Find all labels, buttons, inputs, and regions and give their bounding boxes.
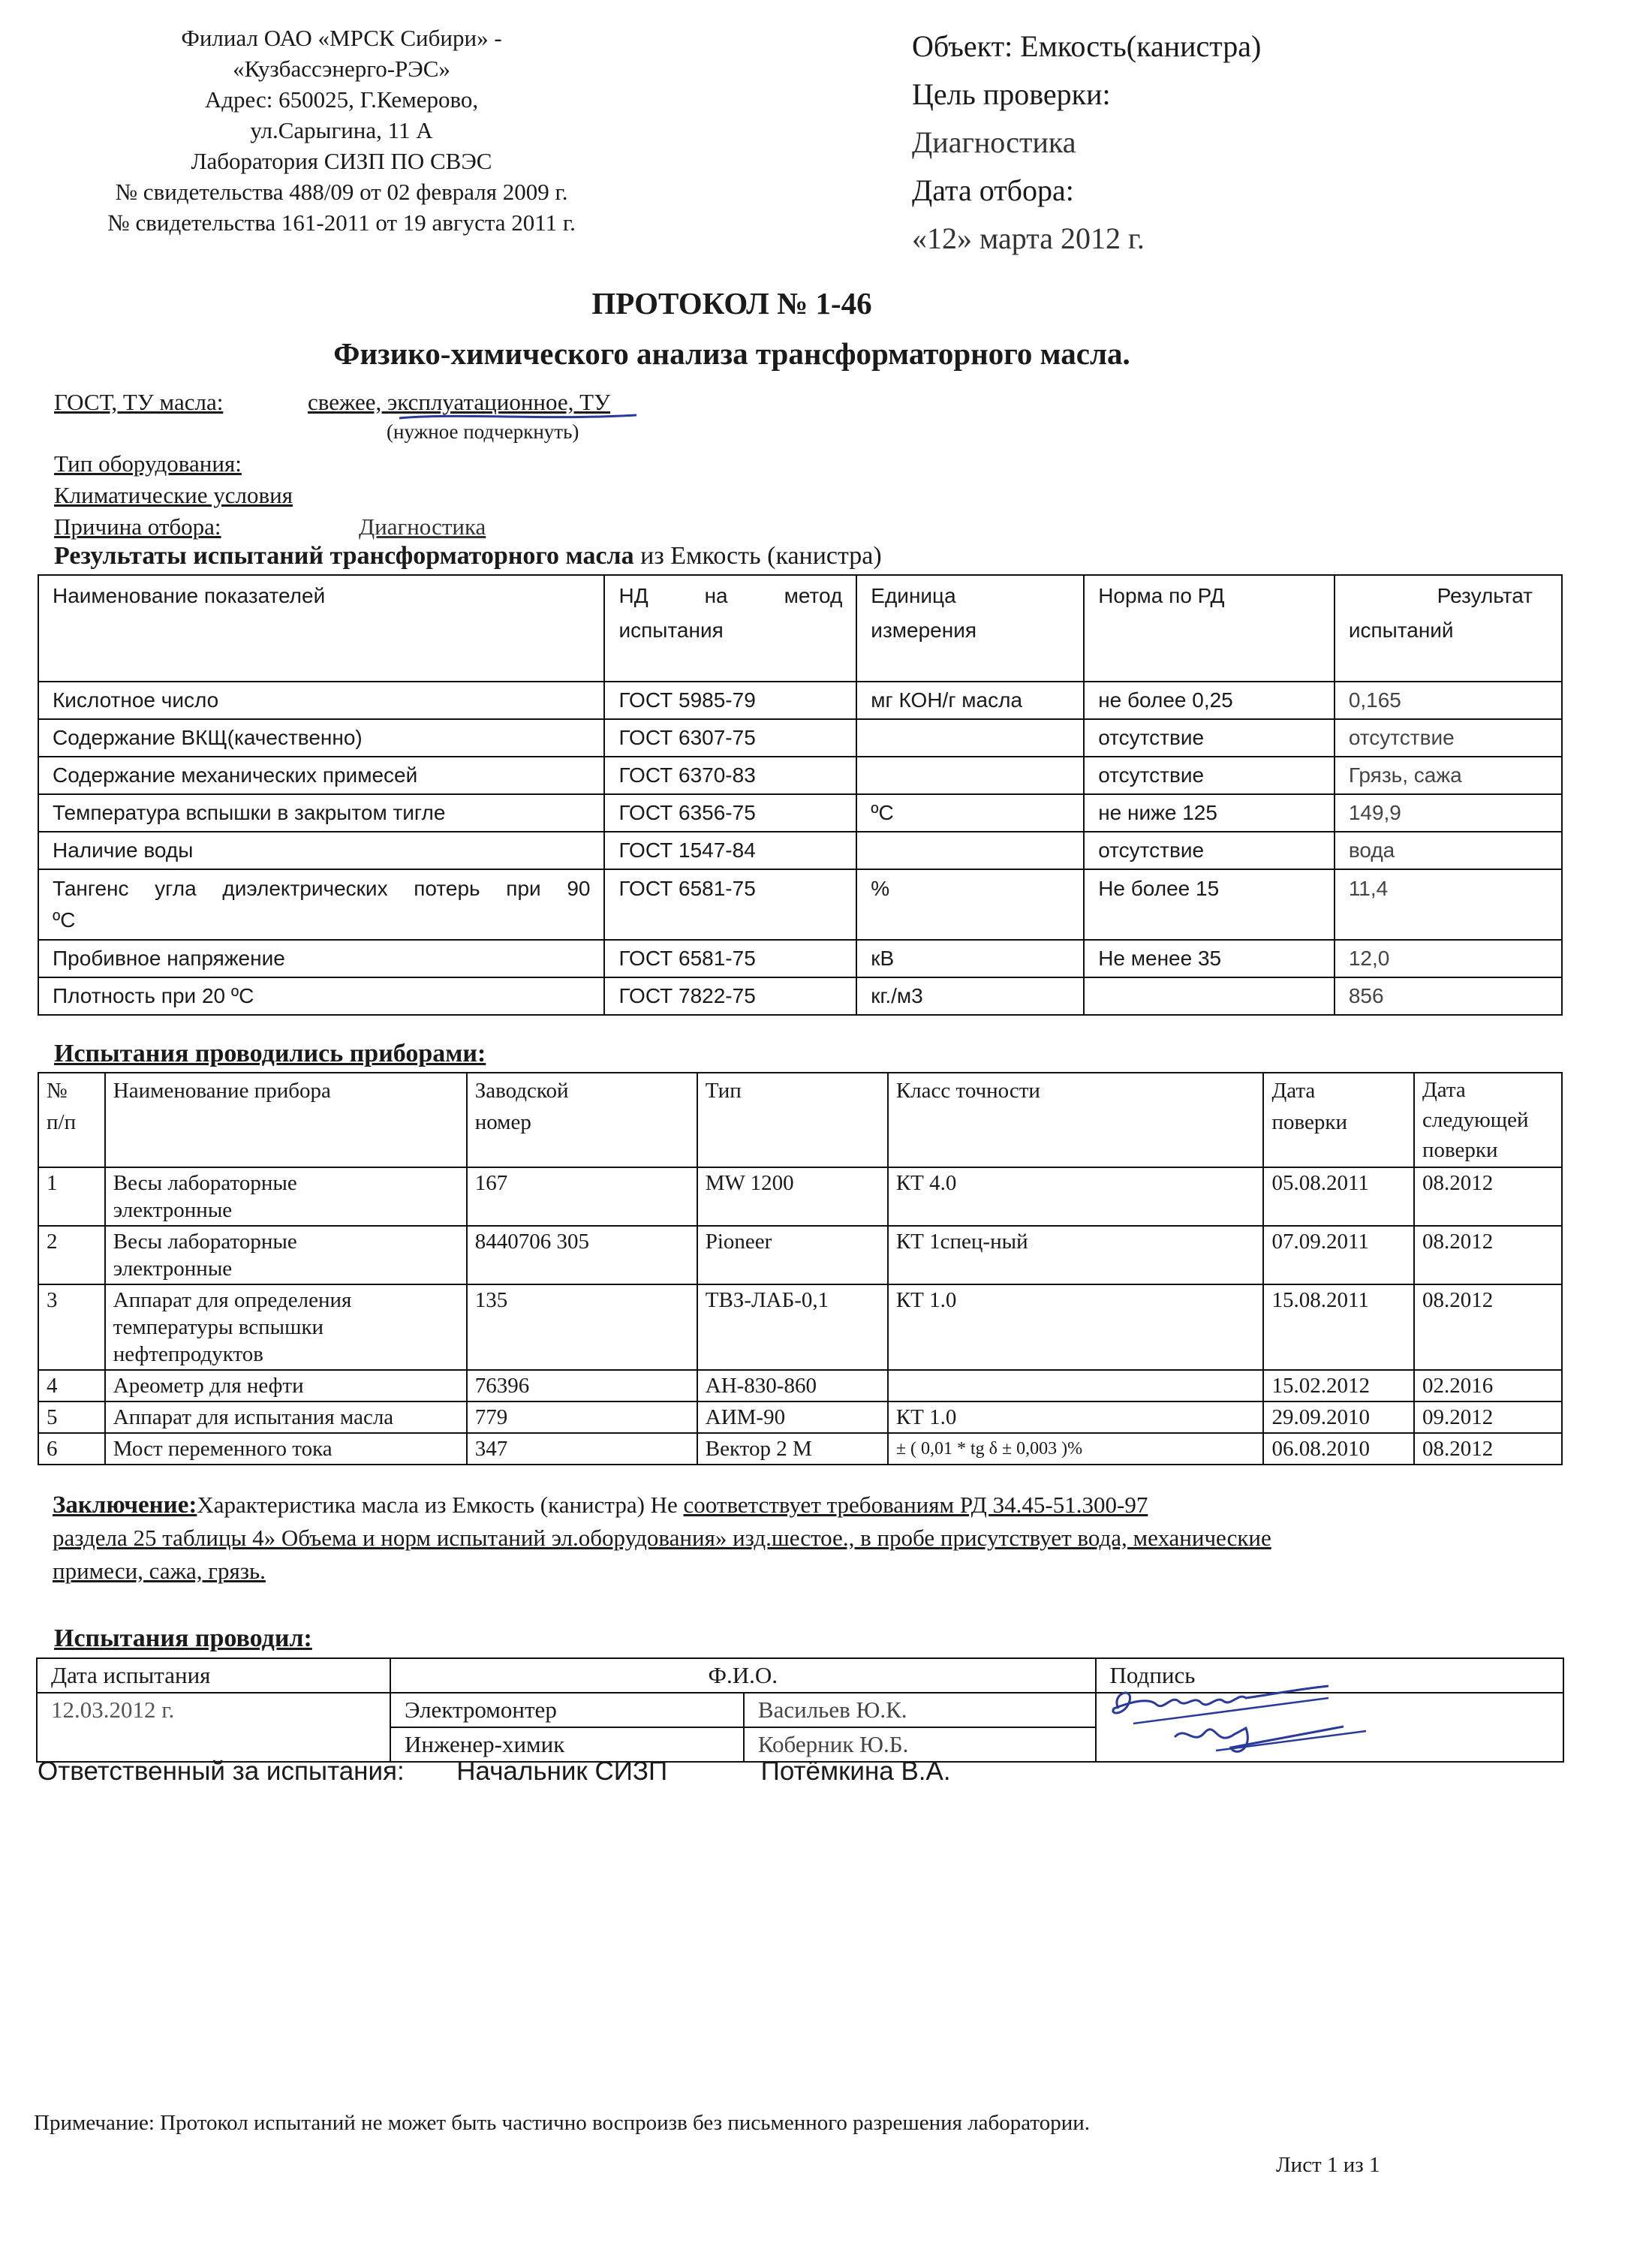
col-serial-header <box>467 1073 697 1167</box>
table-row <box>38 940 1562 977</box>
results-table <box>38 574 1563 1016</box>
device-line: нефтепродуктов <box>113 1342 263 1366</box>
cell-device: Аппарат для испытания масла <box>105 1401 467 1433</box>
cell-name <box>38 869 604 940</box>
conclusion-text: примеси, сажа, грязь. <box>53 1558 266 1584</box>
results-heading-tail: из Емкость (канистра) <box>640 542 882 570</box>
sample-date-label: Дата отбора: <box>912 173 1074 207</box>
org-line: Лаборатория СИЗП ПО СВЭС <box>191 148 492 174</box>
device-line: Весы лабораторные <box>113 1171 297 1195</box>
col-type-header: Тип <box>697 1073 888 1167</box>
cell-next-date: 08.2012 <box>1414 1167 1562 1226</box>
cell-nd: ГОСТ 6356-75 <box>604 794 856 832</box>
col-result-header <box>1335 575 1562 682</box>
cell-name: Наличие воды <box>38 832 604 869</box>
conclusion-text-underlined: соответствует требованиям РД 34.45-51.300-97 <box>683 1492 1148 1518</box>
sample-date-value: «12» марта 2012 г. <box>912 221 1145 255</box>
table-row <box>38 682 1562 719</box>
cell-next-date: 02.2016 <box>1414 1370 1562 1401</box>
responsible-position: Начальник СИЗП <box>456 1757 668 1786</box>
cell-norm: Не более 15 <box>1084 869 1335 940</box>
cell-accuracy: КТ 4.0 <box>888 1167 1264 1226</box>
cell-name: Содержание ВКЩ(качественно) <box>38 719 604 757</box>
col-date-header: Дата испытания <box>37 1658 390 1693</box>
responsible-label: Ответственный за испытания: <box>38 1757 405 1786</box>
header-line: поверки <box>1271 1110 1348 1134</box>
nd-word: метод <box>784 584 843 607</box>
cell-nd: ГОСТ 5985-79 <box>604 682 856 719</box>
org-line: «Кузбассэнерго-РЭС» <box>233 56 450 82</box>
header-line: Дата <box>1271 1079 1316 1103</box>
cell-accuracy: КТ 1.0 <box>888 1401 1264 1433</box>
cell-unit <box>856 719 1084 757</box>
org-line: Филиал ОАО «МРСК Сибири» - <box>181 25 502 51</box>
sample-meta <box>912 23 1261 263</box>
cell-next-date: 08.2012 <box>1414 1284 1562 1370</box>
table-row <box>38 1401 1562 1433</box>
nd-word: НД <box>618 584 648 607</box>
cell-result: Грязь, сажа <box>1335 757 1562 794</box>
reason-value: Диагностика <box>359 513 486 540</box>
col-fio-header: Ф.И.О. <box>390 1658 1096 1693</box>
col-check-date-header <box>1263 1073 1414 1167</box>
cell-unit: кг./м3 <box>856 977 1084 1015</box>
device-line: Весы лабораторные <box>113 1230 297 1254</box>
cell-accuracy: КТ 1.0 <box>888 1284 1264 1370</box>
cell-unit: кВ <box>856 940 1084 977</box>
cell-norm <box>1084 977 1335 1015</box>
cell-role: Электромонтер <box>390 1693 744 1727</box>
footnote: Примечание: Протокол испытаний не может быть частично воспроизв без письменного разрешения лаборатории. <box>34 2111 1091 2135</box>
result-header-line: Результат <box>1437 584 1533 607</box>
cell-nd: ГОСТ 6307-75 <box>604 719 856 757</box>
purpose-value: Диагностика <box>912 125 1076 159</box>
cell-type: Вектор 2 М <box>697 1433 888 1465</box>
cell-num: 1 <box>38 1167 105 1226</box>
unit-header-line: Единица <box>871 584 956 607</box>
cell-result: вода <box>1335 832 1562 869</box>
cell-check-date: 05.08.2011 <box>1263 1167 1414 1226</box>
cell-unit <box>856 757 1084 794</box>
signature-icon <box>1103 1678 1374 1761</box>
cell-name: Температура вспышки в закрытом тигле <box>38 794 604 832</box>
cell-check-date: 29.09.2010 <box>1263 1401 1414 1433</box>
cell-name: Пробивное напряжение <box>38 940 604 977</box>
cell-check-date: 15.08.2011 <box>1263 1284 1414 1370</box>
cell-type: АН-830-860 <box>697 1370 888 1401</box>
cell-serial: 167 <box>467 1167 697 1226</box>
col-device-header: Наименование прибора <box>105 1073 467 1167</box>
sheet-number: Лист 1 из 1 <box>1276 2153 1380 2177</box>
conclusion-text: Характеристика масла из Емкость (канистра) Не <box>197 1492 684 1518</box>
cell-next-date: 09.2012 <box>1414 1401 1562 1433</box>
cell-result: 0,165 <box>1335 682 1562 719</box>
cell-name: Плотность при 20 ºС <box>38 977 604 1015</box>
header-line: № <box>47 1079 68 1103</box>
organization-block <box>45 23 638 238</box>
results-heading-bold: Результаты испытаний трансформаторного масла <box>54 542 634 570</box>
cell-norm: не более 0,25 <box>1084 682 1335 719</box>
header-line: номер <box>474 1110 531 1134</box>
col-next-date-header <box>1414 1073 1562 1167</box>
table-row <box>38 719 1562 757</box>
header-line: п/п <box>47 1110 77 1134</box>
cell-norm: отсутствие <box>1084 757 1335 794</box>
gost-label: ГОСТ, ТУ масла: <box>54 389 224 415</box>
cell-unit <box>856 832 1084 869</box>
cell-device: Мост переменного тока <box>105 1433 467 1465</box>
cell-fio: Васильев Ю.К. <box>744 1693 1096 1727</box>
cell-result: 856 <box>1335 977 1562 1015</box>
cell-norm: отсутствие <box>1084 832 1335 869</box>
cell-unit: ºС <box>856 794 1084 832</box>
cell-unit: % <box>856 869 1084 940</box>
table-row <box>38 1370 1562 1401</box>
org-line: Адрес: 650025, Г.Кемерово, <box>204 86 479 113</box>
cell-result: отсутствие <box>1335 719 1562 757</box>
device-line: температуры вспышки <box>113 1315 324 1339</box>
cell-num: 4 <box>38 1370 105 1401</box>
table-row <box>38 1167 1562 1226</box>
conclusion-block <box>53 1489 1516 1588</box>
cell-num: 2 <box>38 1226 105 1284</box>
header-line: поверки <box>1422 1138 1498 1162</box>
col-unit-header <box>856 575 1084 682</box>
instruments-table <box>38 1072 1563 1465</box>
cell-accuracy: КТ 1спец-ный <box>888 1226 1264 1284</box>
equipment-type-label: Тип оборудования: <box>54 450 242 477</box>
col-accuracy-header: Класс точности <box>888 1073 1264 1167</box>
header-line: Дата <box>1422 1078 1466 1102</box>
cell-norm: не ниже 125 <box>1084 794 1335 832</box>
table-row <box>38 1226 1562 1284</box>
conclusion-text: раздела 25 таблицы 4» Объема и норм испытаний эл.оборудования» изд.шестое., в пробе присутствует вода, механические <box>53 1525 1271 1551</box>
col-num-header <box>38 1073 105 1167</box>
cell-num: 5 <box>38 1401 105 1433</box>
protocol-subtitle: Физико-химического анализа трансформаторного масла. <box>333 336 1130 371</box>
col-sign-header: Подпись <box>1096 1658 1563 1693</box>
results-heading <box>54 542 882 571</box>
org-line: № свидетельства 161-2011 от 19 августа 2011 г. <box>107 209 576 236</box>
cell-result: 12,0 <box>1335 940 1562 977</box>
instruments-heading: Испытания проводились приборами: <box>54 1040 486 1067</box>
cell-name-line: Тангенс угла диэлектрических потерь при 90 <box>53 877 591 900</box>
table-row <box>38 757 1562 794</box>
cell-nd: ГОСТ 6581-75 <box>604 940 856 977</box>
cell-result: 149,9 <box>1335 794 1562 832</box>
result-header-line: испытаний <box>1348 619 1454 642</box>
table-row <box>38 869 1562 940</box>
cell-test-date: 12.03.2012 г. <box>37 1693 390 1762</box>
cell-serial: 76396 <box>467 1370 697 1401</box>
cell-type: ТВЗ-ЛАБ-0,1 <box>697 1284 888 1370</box>
cell-accuracy: ± ( 0,01 * tg δ ± 0,003 )% <box>888 1433 1264 1465</box>
responsible-name: Потёмкина В.А. <box>760 1757 951 1786</box>
col-norm-header: Норма по РД <box>1084 575 1335 682</box>
cell-fio: Коберник Ю.Б. <box>744 1727 1096 1762</box>
cell-next-date: 08.2012 <box>1414 1226 1562 1284</box>
responsible-line <box>38 1757 951 1787</box>
unit-header-line: измерения <box>871 619 977 642</box>
table-row <box>38 977 1562 1015</box>
device-line: Аппарат для определения <box>113 1288 352 1312</box>
cell-role: Инженер-химик <box>390 1727 744 1762</box>
cell-serial: 347 <box>467 1433 697 1465</box>
nd-word: на <box>704 584 728 607</box>
device-line: электронные <box>113 1198 233 1222</box>
cell-unit: мг КОН/г масла <box>856 682 1084 719</box>
purpose-label: Цель проверки: <box>912 77 1111 111</box>
cell-device: Ареометр для нефти <box>105 1370 467 1401</box>
cell-norm: Не менее 35 <box>1084 940 1335 977</box>
results-header-row <box>38 575 1562 682</box>
cell-name: Содержание механических примесей <box>38 757 604 794</box>
cell-type: Pioneer <box>697 1226 888 1284</box>
reason-label: Причина отбора: <box>54 513 221 540</box>
cell-accuracy <box>888 1370 1264 1401</box>
cell-device <box>105 1226 467 1284</box>
table-row <box>38 794 1562 832</box>
gost-value: свежее, эксплуатационное, ТУ <box>308 389 611 415</box>
cell-num: 3 <box>38 1284 105 1370</box>
col-nd-header <box>604 575 856 682</box>
org-line: № свидетельства 488/09 от 02 февраля 2009 г. <box>115 179 568 205</box>
climate-label: Климатические условия <box>54 482 293 508</box>
cell-norm: отсутствие <box>1084 719 1335 757</box>
cell-name: Кислотное число <box>38 682 604 719</box>
cell-nd: ГОСТ 7822-75 <box>604 977 856 1015</box>
table-row <box>38 1433 1562 1465</box>
cell-type: MW 1200 <box>697 1167 888 1226</box>
table-row <box>38 1284 1562 1370</box>
org-line: ул.Сарыгина, 11 А <box>250 117 433 143</box>
cell-result: 11,4 <box>1335 869 1562 940</box>
header-line: Заводской <box>474 1079 569 1103</box>
conclusion-label: Заключение: <box>53 1492 197 1519</box>
cell-serial: 8440706 305 <box>467 1226 697 1284</box>
table-row <box>38 832 1562 869</box>
cell-serial: 135 <box>467 1284 697 1370</box>
cell-nd: ГОСТ 1547-84 <box>604 832 856 869</box>
cell-serial: 779 <box>467 1401 697 1433</box>
nd-tail: испытания <box>618 619 724 642</box>
cell-device <box>105 1284 467 1370</box>
cell-check-date: 06.08.2010 <box>1263 1433 1414 1465</box>
protocol-title: ПРОТОКОЛ № 1-46 <box>591 286 872 321</box>
cell-name-line: ºС <box>53 908 76 932</box>
cell-check-date: 15.02.2012 <box>1263 1370 1414 1401</box>
cell-nd: ГОСТ 6370-83 <box>604 757 856 794</box>
object-line: Объект: Емкость(канистра) <box>912 29 1262 63</box>
cell-device <box>105 1167 467 1226</box>
col-name-header: Наименование показателей <box>38 575 604 682</box>
instruments-header-row <box>38 1073 1562 1167</box>
performers-heading: Испытания проводил: <box>54 1624 312 1652</box>
cell-nd: ГОСТ 6581-75 <box>604 869 856 940</box>
cell-type: АИМ-90 <box>697 1401 888 1433</box>
cell-check-date: 07.09.2011 <box>1263 1226 1414 1284</box>
cell-num: 6 <box>38 1433 105 1465</box>
cell-next-date: 08.2012 <box>1414 1433 1562 1465</box>
header-line: следующей <box>1422 1108 1529 1132</box>
device-line: электронные <box>113 1257 233 1281</box>
gost-hint: (нужное подчеркнуть) <box>387 420 579 443</box>
